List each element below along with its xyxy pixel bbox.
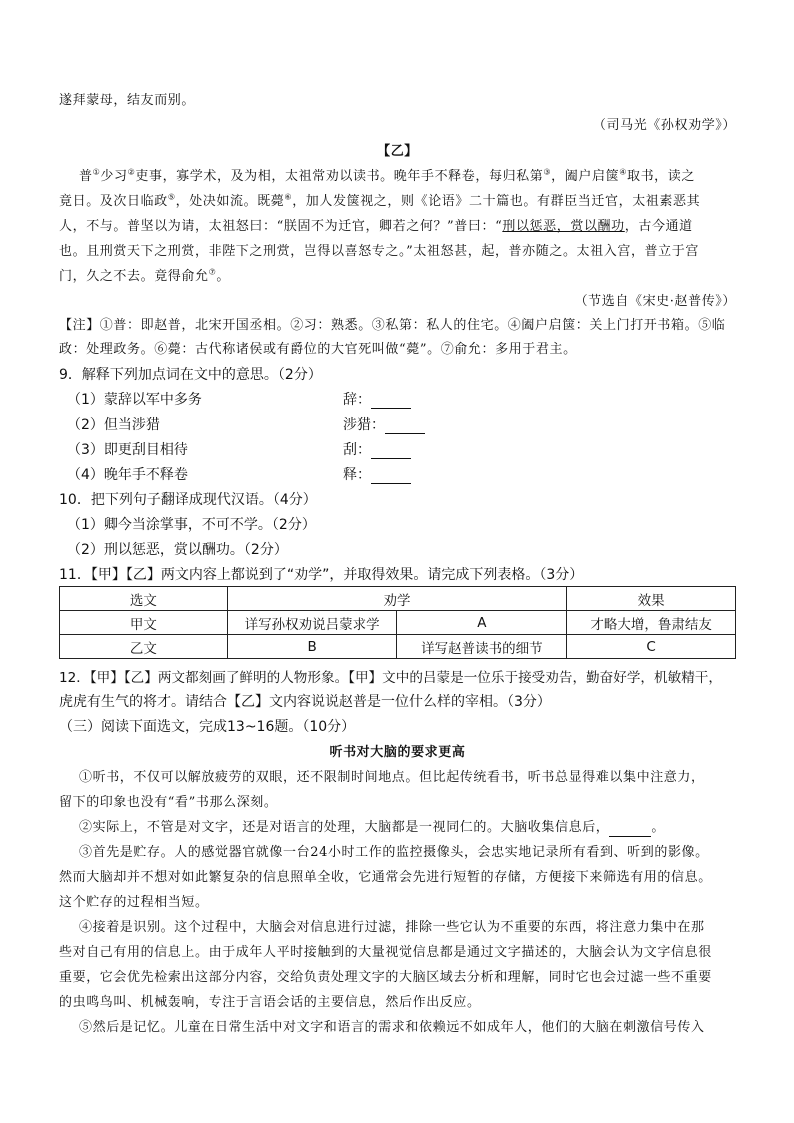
table-cell: 才略大增，鲁肃结友 [567,611,736,635]
answer-blank[interactable] [609,822,651,837]
source-yi: （节选自《宋史·赵普传》） [574,294,736,309]
answer-blank[interactable] [371,394,411,409]
q11-table [59,586,736,659]
q11-title: 11．【甲】【乙】两文内容上都说到了“劝学”，并取得效果。请完成下列表格。（3分） [59,567,584,583]
section-3-heading: （三）阅读下面选文，完成13~16题。（10分） [59,719,356,735]
yi-title: 【乙】 [377,144,418,159]
article-p3-line-1: ③首先是贮存。人的感觉器官就像一台24小时工作的监控摄像头，会忠实地记录所有看到、听到的影像。 [79,845,709,860]
q9-answer-4: 释： [343,466,411,484]
q10-title: 10．把下列句子翻译成现代汉语。（4分） [59,492,317,508]
note-mark-2: ② [127,167,136,177]
q10-item-2: （2）刑以惩恶，赏以酬功。（2分） [67,542,288,558]
q10-item-1: （1）卿今当涂掌事，不可不学。（2分） [67,517,316,533]
table-cell: 详写孙权劝说吕蒙求学 [227,611,397,635]
table-header-cell: 效果 [567,587,736,611]
article-p5-line-1: ⑤然后是记忆。儿童在日常生活中对文字和语言的需求和依赖远不如成年人，他们的大脑在刺激信号传入 [79,1020,705,1035]
table-cell-answer-b[interactable]: B [227,635,397,659]
note-mark-6: ⑥ [284,192,293,202]
table-cell-answer-c[interactable]: C [567,635,736,659]
table-row [60,611,736,635]
q9-item-2: （2）但当涉猎 [67,417,160,433]
article-p3-line-2: 然而大脑却并不想对如此繁复杂的信息照单全收，它通常会先进行短暂的存储，方便接下来筛选有用的信息。 [59,870,712,885]
q9-title: 9．解释下列加点词在文中的意思。（2分） [59,367,322,383]
note-mark-1: ① [92,167,101,177]
underlined-sentence: 刑以惩恶，赏以酬功 [502,219,625,234]
notes-line-2: 政：处理政务。⑥薨：古代称诸侯或有爵位的大官死叫做“薨”。⑦俞允：多用于君主。 [59,342,577,357]
answer-blank[interactable] [385,419,425,434]
table-row [60,635,736,659]
article-p2: ②实际上，不管是对文字，还是对语言的处理，大脑都是一视同仁的。大脑收集信息后， 。 [79,820,666,835]
q9-item-1: （1）蒙辞以军中多务 [67,392,202,408]
table-cell: 乙文 [60,635,228,659]
article-p1-line-1: ①听书，不仅可以解放疲劳的双眼，还不限制时间地点。但比起传统看书，听书总显得难以集中注意力， [79,770,705,785]
passage-jia-tail: 遂拜蒙母，结友而别。 [59,93,196,108]
article-p4-line-2: 些对自己有用的信息上。由于成年人平时接触到的大量视觉信息都是通过文字描述的，大脑会认为文字信息很 [59,945,712,960]
table-row [60,587,736,611]
article-p1-line-2: 留下的印象也没有“看”书那么深刻。 [59,795,278,810]
yi-line-3: 人，不与。普坚以为请，太祖怒曰：“朕固不为迁官，卿若之何？”普曰：“刑以惩恶，赏以酬功，古今通道 [59,219,693,234]
table-header-cell: 选文 [60,587,228,611]
note-mark-4: ④ [619,167,627,177]
q9-answer-3: 刮： [343,441,411,459]
article-p4-line-4: 的虫鸣鸟叫、机械轰响，专注于言语会话的主要信息，然后作出反应。 [59,995,481,1010]
notes-line-1: 【注】①普：即赵普，北宋开国丞相。②习：熟悉。③私第：私人的住宅。④阖户启箧：关上门打开书箱。⑤临 [59,318,726,333]
yi-line-5: 门，久之不去。竟得俞允⑦。 [59,267,230,284]
note-mark-7: ⑦ [208,267,217,277]
article-title: 听书对大脑的要求更高 [329,745,466,760]
article-p4-line-3: 重要，它会优先检索出这部分内容，交给负责处理文字的大脑区域去分析和理解，同时它也会过滤一些不重要 [59,970,712,985]
note-mark-3: ③ [543,167,552,177]
article-p3-line-3: 这个贮存的过程相当短。 [59,895,209,910]
q9-item-3: （3）即更刮目相待 [67,442,188,458]
table-cell: 详写赵普读书的细节 [397,635,567,659]
note-mark-5: ⑤ [167,192,176,202]
answer-blank[interactable] [371,469,411,484]
source-jia: （司马光《孙权劝学》） [592,118,736,133]
q12-line-2: 虎虎有生气的将才。请结合【乙】文内容说说赵普是一位什么样的宰相。（3分） [59,694,551,710]
yi-line-2: 竟日。及次日临政⑤，处决如流。既薨⑥，加人发箧视之，则《论语》二十篇也。有群臣当迁官，太祖素恶其 [59,192,701,209]
table-header-cell: 劝学 [227,587,566,611]
q9-answer-1: 辞： [343,391,411,409]
answer-blank[interactable] [371,444,411,459]
q9-item-4: （4）晚年手不释卷 [67,467,188,483]
table-cell: 甲文 [60,611,228,635]
article-p4-line-1: ④接着是识别。这个过程中，大脑会对信息进行过滤，排除一些它认为不重要的东西，将注意力集中在那 [79,920,705,935]
q9-answer-2: 涉猎： [343,416,425,434]
table-cell-answer-a[interactable]: A [397,611,567,635]
yi-line-4: 也。且刑赏天下之刑赏，非陛下之刑赏，岂得以喜怒专之。”太祖怒甚，起，普亦随之。太祖入宫，普立于宫 [59,244,699,259]
yi-line-1: 普①少习②吏事，寡学术，及为相，太祖常劝以读书。晚年手不释卷，每归私第③，阖户启箧④取书，读之 [79,167,695,184]
q12-line-1: 12．【甲】【乙】两文都刻画了鲜明的人物形象。【甲】文中的吕蒙是一位乐于接受劝告，勤奋好学，机敏精干， [59,670,722,686]
